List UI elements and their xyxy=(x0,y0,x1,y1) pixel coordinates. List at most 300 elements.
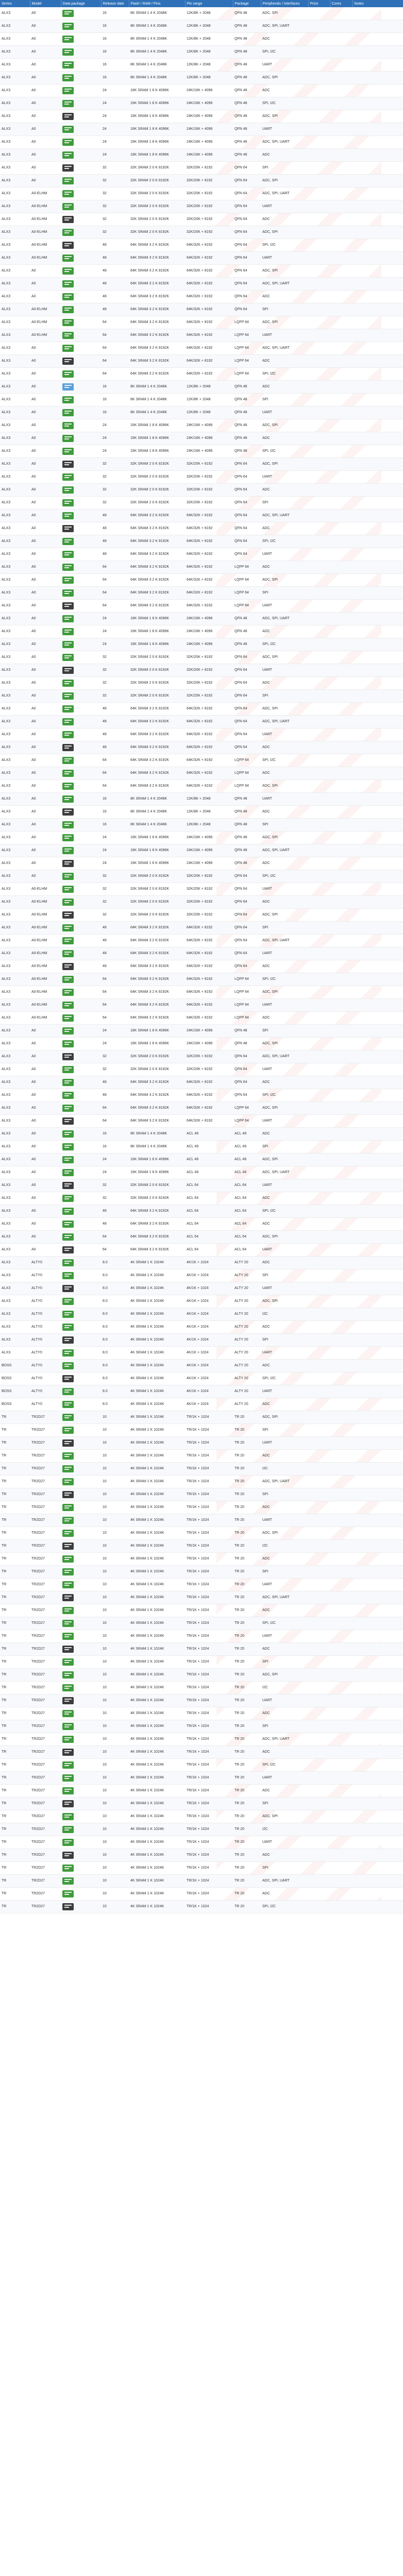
datasheet-icon[interactable] xyxy=(62,1117,74,1125)
datasheet-icon[interactable] xyxy=(62,1143,74,1150)
datasheet-icon[interactable] xyxy=(62,383,74,391)
datasheet-icon[interactable] xyxy=(62,808,74,816)
datasheet-icon[interactable] xyxy=(62,345,74,352)
table-row[interactable] xyxy=(0,1347,403,1360)
table-row[interactable] xyxy=(0,1785,403,1798)
datasheet-icon[interactable] xyxy=(62,1027,74,1035)
table-row[interactable] xyxy=(0,1810,403,1823)
table-row[interactable] xyxy=(0,1295,403,1308)
table-row[interactable] xyxy=(0,316,403,329)
table-row[interactable] xyxy=(0,1849,403,1862)
table-row[interactable] xyxy=(0,1102,403,1115)
table-row[interactable] xyxy=(0,1836,403,1849)
datasheet-icon[interactable] xyxy=(62,1710,74,1717)
datasheet-icon[interactable] xyxy=(62,1839,74,1846)
datasheet-icon[interactable] xyxy=(62,332,74,339)
table-row[interactable] xyxy=(0,162,403,175)
datasheet-icon[interactable] xyxy=(62,667,74,674)
column-header[interactable]: Series xyxy=(0,0,30,7)
datasheet-icon[interactable] xyxy=(62,435,74,442)
table-row[interactable] xyxy=(0,33,403,46)
datasheet-icon[interactable] xyxy=(62,1439,74,1447)
table-row[interactable] xyxy=(0,947,403,960)
table-row[interactable] xyxy=(0,844,403,857)
table-row[interactable] xyxy=(0,600,403,613)
table-row[interactable] xyxy=(0,1553,403,1566)
datasheet-icon[interactable] xyxy=(62,1684,74,1691)
table-row[interactable] xyxy=(0,960,403,973)
table-row[interactable] xyxy=(0,1179,403,1192)
table-row[interactable] xyxy=(0,1141,403,1154)
datasheet-icon[interactable] xyxy=(62,680,74,687)
table-row[interactable] xyxy=(0,1669,403,1682)
table-row[interactable] xyxy=(0,510,403,522)
datasheet-icon[interactable] xyxy=(62,216,74,223)
datasheet-icon[interactable] xyxy=(62,525,74,532)
datasheet-icon[interactable] xyxy=(62,1530,74,1537)
table-row[interactable] xyxy=(0,986,403,999)
table-row[interactable] xyxy=(0,522,403,535)
datasheet-icon[interactable] xyxy=(62,1233,74,1241)
table-row[interactable] xyxy=(0,1501,403,1514)
table-row[interactable] xyxy=(0,1308,403,1321)
datasheet-icon[interactable] xyxy=(62,950,74,957)
datasheet-icon[interactable] xyxy=(62,963,74,970)
table-row[interactable] xyxy=(0,1694,403,1707)
table-row[interactable] xyxy=(0,819,403,832)
table-row[interactable] xyxy=(0,1720,403,1733)
datasheet-icon[interactable] xyxy=(62,1208,74,1215)
table-row[interactable] xyxy=(0,883,403,896)
column-header[interactable]: Data package xyxy=(61,0,101,7)
datasheet-icon[interactable] xyxy=(62,1620,74,1627)
datasheet-icon[interactable] xyxy=(62,731,74,738)
table-row[interactable] xyxy=(0,1282,403,1295)
datasheet-icon[interactable] xyxy=(62,641,74,648)
table-row[interactable] xyxy=(0,355,403,368)
table-row[interactable] xyxy=(0,1050,403,1063)
datasheet-icon[interactable] xyxy=(62,1581,74,1588)
table-row[interactable] xyxy=(0,832,403,844)
table-row[interactable] xyxy=(0,625,403,638)
datasheet-icon[interactable] xyxy=(62,229,74,236)
table-row[interactable] xyxy=(0,1450,403,1463)
table-row[interactable] xyxy=(0,1604,403,1617)
datasheet-icon[interactable] xyxy=(62,1826,74,1833)
datasheet-icon[interactable] xyxy=(62,937,74,944)
datasheet-icon[interactable] xyxy=(62,177,74,184)
datasheet-icon[interactable] xyxy=(62,1414,74,1421)
datasheet-icon[interactable] xyxy=(62,280,74,287)
table-row[interactable] xyxy=(0,1424,403,1437)
table-row[interactable] xyxy=(0,484,403,497)
table-row[interactable] xyxy=(0,1025,403,1038)
table-row[interactable] xyxy=(0,59,403,72)
table-row[interactable] xyxy=(0,1514,403,1527)
datasheet-icon[interactable] xyxy=(62,1130,74,1138)
column-header[interactable]: Package xyxy=(233,0,261,7)
table-row[interactable] xyxy=(0,123,403,136)
table-row[interactable] xyxy=(0,728,403,741)
table-row[interactable] xyxy=(0,1076,403,1089)
datasheet-icon[interactable] xyxy=(62,10,74,17)
datasheet-icon[interactable] xyxy=(62,834,74,841)
datasheet-icon[interactable] xyxy=(62,1607,74,1614)
table-row[interactable] xyxy=(0,342,403,355)
table-row[interactable] xyxy=(0,922,403,935)
table-row[interactable] xyxy=(0,1244,403,1257)
datasheet-icon[interactable] xyxy=(62,1092,74,1099)
datasheet-icon[interactable] xyxy=(62,602,74,609)
table-row[interactable] xyxy=(0,432,403,445)
table-row[interactable] xyxy=(0,548,403,561)
table-row[interactable] xyxy=(0,1527,403,1540)
datasheet-icon[interactable] xyxy=(62,87,74,94)
table-row[interactable] xyxy=(0,265,403,278)
datasheet-icon[interactable] xyxy=(62,1349,74,1357)
datasheet-icon[interactable] xyxy=(62,1517,74,1524)
datasheet-icon[interactable] xyxy=(62,1156,74,1163)
table-row[interactable] xyxy=(0,1166,403,1179)
datasheet-icon[interactable] xyxy=(62,1452,74,1460)
datasheet-icon[interactable] xyxy=(62,1066,74,1073)
table-row[interactable] xyxy=(0,1862,403,1875)
table-row[interactable] xyxy=(0,368,403,381)
table-row[interactable] xyxy=(0,1231,403,1244)
column-header[interactable]: Release date xyxy=(101,0,129,7)
table-row[interactable] xyxy=(0,1063,403,1076)
datasheet-icon[interactable] xyxy=(62,577,74,584)
datasheet-icon[interactable] xyxy=(62,1362,74,1369)
datasheet-icon[interactable] xyxy=(62,1105,74,1112)
datasheet-icon[interactable] xyxy=(62,1182,74,1189)
datasheet-icon[interactable] xyxy=(62,1723,74,1730)
datasheet-icon[interactable] xyxy=(62,1169,74,1176)
table-row[interactable] xyxy=(0,754,403,767)
table-row[interactable] xyxy=(0,1823,403,1836)
datasheet-icon[interactable] xyxy=(62,589,74,597)
table-row[interactable] xyxy=(0,587,403,600)
table-row[interactable] xyxy=(0,1901,403,1913)
datasheet-icon[interactable] xyxy=(62,512,74,519)
datasheet-icon[interactable] xyxy=(62,358,74,365)
table-row[interactable] xyxy=(0,1038,403,1050)
datasheet-icon[interactable] xyxy=(62,692,74,700)
datasheet-icon[interactable] xyxy=(62,564,74,571)
datasheet-icon[interactable] xyxy=(62,1774,74,1782)
datasheet-icon[interactable] xyxy=(62,718,74,725)
datasheet-icon[interactable] xyxy=(62,48,74,56)
table-row[interactable] xyxy=(0,1476,403,1488)
table-row[interactable] xyxy=(0,1372,403,1385)
datasheet-icon[interactable] xyxy=(62,911,74,919)
datasheet-icon[interactable] xyxy=(62,1311,74,1318)
datasheet-icon[interactable] xyxy=(62,628,74,635)
datasheet-icon[interactable] xyxy=(62,899,74,906)
datasheet-icon[interactable] xyxy=(62,319,74,326)
table-row[interactable] xyxy=(0,1115,403,1128)
column-header[interactable]: Price xyxy=(308,0,330,7)
table-row[interactable] xyxy=(0,1360,403,1372)
datasheet-icon[interactable] xyxy=(62,705,74,713)
table-row[interactable] xyxy=(0,1385,403,1398)
datasheet-icon[interactable] xyxy=(62,1285,74,1292)
datasheet-icon[interactable] xyxy=(62,126,74,133)
table-row[interactable] xyxy=(0,535,403,548)
datasheet-icon[interactable] xyxy=(62,409,74,416)
datasheet-icon[interactable] xyxy=(62,1787,74,1794)
datasheet-icon[interactable] xyxy=(62,61,74,69)
table-row[interactable] xyxy=(0,291,403,303)
table-row[interactable] xyxy=(0,188,403,200)
datasheet-icon[interactable] xyxy=(62,1388,74,1395)
column-header[interactable]: Notes xyxy=(352,0,403,7)
table-row[interactable] xyxy=(0,419,403,432)
datasheet-icon[interactable] xyxy=(62,1658,74,1666)
table-row[interactable] xyxy=(0,1089,403,1102)
datasheet-icon[interactable] xyxy=(62,770,74,777)
column-header[interactable]: Model xyxy=(30,0,61,7)
datasheet-icon[interactable] xyxy=(62,1594,74,1601)
datasheet-icon[interactable] xyxy=(62,461,74,468)
table-row[interactable] xyxy=(0,1463,403,1476)
datasheet-icon[interactable] xyxy=(62,860,74,867)
datasheet-icon[interactable] xyxy=(62,1865,74,1872)
datasheet-icon[interactable] xyxy=(62,989,74,996)
table-row[interactable] xyxy=(0,252,403,265)
table-row[interactable] xyxy=(0,1398,403,1411)
table-row[interactable] xyxy=(0,651,403,664)
table-row[interactable] xyxy=(0,278,403,291)
datasheet-icon[interactable] xyxy=(62,1555,74,1563)
table-row[interactable] xyxy=(0,1012,403,1025)
table-row[interactable] xyxy=(0,458,403,471)
table-row[interactable] xyxy=(0,110,403,123)
table-row[interactable] xyxy=(0,1269,403,1282)
datasheet-icon[interactable] xyxy=(62,1749,74,1756)
table-row[interactable] xyxy=(0,613,403,625)
datasheet-icon[interactable] xyxy=(62,370,74,378)
table-row[interactable] xyxy=(0,1591,403,1604)
table-row[interactable] xyxy=(0,1746,403,1759)
table-row[interactable] xyxy=(0,303,403,316)
datasheet-icon[interactable] xyxy=(62,1852,74,1859)
datasheet-icon[interactable] xyxy=(62,1465,74,1472)
table-row[interactable] xyxy=(0,1154,403,1166)
datasheet-icon[interactable] xyxy=(62,1259,74,1266)
datasheet-icon[interactable] xyxy=(62,1491,74,1498)
datasheet-icon[interactable] xyxy=(62,1903,74,1910)
datasheet-icon[interactable] xyxy=(62,255,74,262)
datasheet-icon[interactable] xyxy=(62,1543,74,1550)
table-row[interactable] xyxy=(0,806,403,819)
table-row[interactable] xyxy=(0,46,403,59)
datasheet-icon[interactable] xyxy=(62,1427,74,1434)
table-row[interactable] xyxy=(0,497,403,510)
table-row[interactable] xyxy=(0,780,403,793)
table-row[interactable] xyxy=(0,97,403,110)
table-row[interactable] xyxy=(0,1733,403,1746)
table-row[interactable] xyxy=(0,1643,403,1656)
column-header[interactable]: Flash / RAM / Pins xyxy=(129,0,185,7)
table-row[interactable] xyxy=(0,1321,403,1334)
table-row[interactable] xyxy=(0,329,403,342)
table-row[interactable] xyxy=(0,1682,403,1694)
column-header[interactable]: Pin range xyxy=(185,0,233,7)
datasheet-icon[interactable] xyxy=(62,74,74,81)
datasheet-icon[interactable] xyxy=(62,242,74,249)
table-row[interactable] xyxy=(0,20,403,33)
table-row[interactable] xyxy=(0,973,403,986)
datasheet-icon[interactable] xyxy=(62,499,74,506)
table-row[interactable] xyxy=(0,1257,403,1269)
datasheet-icon[interactable] xyxy=(62,1646,74,1653)
datasheet-icon[interactable] xyxy=(62,1324,74,1331)
datasheet-icon[interactable] xyxy=(62,1697,74,1704)
datasheet-icon[interactable] xyxy=(62,139,74,146)
datasheet-icon[interactable] xyxy=(62,538,74,545)
datasheet-icon[interactable] xyxy=(62,1375,74,1382)
table-row[interactable] xyxy=(0,1540,403,1553)
table-row[interactable] xyxy=(0,471,403,484)
table-row[interactable] xyxy=(0,381,403,394)
table-row[interactable] xyxy=(0,1579,403,1591)
table-row[interactable] xyxy=(0,1798,403,1810)
datasheet-icon[interactable] xyxy=(62,1813,74,1820)
table-row[interactable] xyxy=(0,767,403,780)
datasheet-icon[interactable] xyxy=(62,1195,74,1202)
table-row[interactable] xyxy=(0,1192,403,1205)
column-header[interactable]: Cores xyxy=(330,0,352,7)
table-row[interactable] xyxy=(0,445,403,458)
datasheet-icon[interactable] xyxy=(62,1478,74,1485)
table-row[interactable] xyxy=(0,1488,403,1501)
table-row[interactable] xyxy=(0,1875,403,1888)
datasheet-icon[interactable] xyxy=(62,615,74,622)
datasheet-icon[interactable] xyxy=(62,1336,74,1344)
datasheet-icon[interactable] xyxy=(62,36,74,43)
datasheet-icon[interactable] xyxy=(62,164,74,172)
table-row[interactable] xyxy=(0,1707,403,1720)
datasheet-icon[interactable] xyxy=(62,1002,74,1009)
table-row[interactable] xyxy=(0,1437,403,1450)
table-row[interactable] xyxy=(0,716,403,728)
table-row[interactable] xyxy=(0,999,403,1012)
table-row[interactable] xyxy=(0,1630,403,1643)
table-row[interactable] xyxy=(0,677,403,690)
datasheet-icon[interactable] xyxy=(62,551,74,558)
table-row[interactable] xyxy=(0,703,403,716)
datasheet-icon[interactable] xyxy=(62,795,74,803)
datasheet-icon[interactable] xyxy=(62,422,74,429)
table-row[interactable] xyxy=(0,574,403,587)
datasheet-icon[interactable] xyxy=(62,1401,74,1408)
table-row[interactable] xyxy=(0,406,403,419)
table-row[interactable] xyxy=(0,857,403,870)
datasheet-icon[interactable] xyxy=(62,267,74,275)
datasheet-icon[interactable] xyxy=(62,976,74,983)
table-row[interactable] xyxy=(0,1411,403,1424)
table-row[interactable] xyxy=(0,1566,403,1579)
table-row[interactable] xyxy=(0,664,403,677)
datasheet-icon[interactable] xyxy=(62,757,74,764)
datasheet-icon[interactable] xyxy=(62,1877,74,1885)
datasheet-icon[interactable] xyxy=(62,486,74,494)
datasheet-icon[interactable] xyxy=(62,924,74,931)
table-row[interactable] xyxy=(0,561,403,574)
table-row[interactable] xyxy=(0,1759,403,1772)
table-row[interactable] xyxy=(0,149,403,162)
datasheet-icon[interactable] xyxy=(62,100,74,107)
table-row[interactable] xyxy=(0,1656,403,1669)
datasheet-icon[interactable] xyxy=(62,293,74,300)
datasheet-icon[interactable] xyxy=(62,886,74,893)
table-row[interactable] xyxy=(0,935,403,947)
datasheet-icon[interactable] xyxy=(62,1221,74,1228)
datasheet-icon[interactable] xyxy=(62,473,74,481)
table-row[interactable] xyxy=(0,1617,403,1630)
datasheet-icon[interactable] xyxy=(62,744,74,751)
datasheet-icon[interactable] xyxy=(62,1246,74,1253)
table-row[interactable] xyxy=(0,909,403,922)
column-header[interactable]: Peripherals / Interfaces xyxy=(261,0,308,7)
datasheet-icon[interactable] xyxy=(62,448,74,455)
table-row[interactable] xyxy=(0,1334,403,1347)
table-row[interactable] xyxy=(0,200,403,213)
datasheet-icon[interactable] xyxy=(62,1736,74,1743)
table-row[interactable] xyxy=(0,870,403,883)
datasheet-icon[interactable] xyxy=(62,654,74,661)
datasheet-icon[interactable] xyxy=(62,873,74,880)
datasheet-icon[interactable] xyxy=(62,203,74,210)
table-row[interactable] xyxy=(0,638,403,651)
datasheet-icon[interactable] xyxy=(62,1079,74,1086)
datasheet-icon[interactable] xyxy=(62,783,74,790)
datasheet-icon[interactable] xyxy=(62,1298,74,1305)
datasheet-icon[interactable] xyxy=(62,1761,74,1769)
datasheet-icon[interactable] xyxy=(62,1633,74,1640)
datasheet-icon[interactable] xyxy=(62,1504,74,1511)
datasheet-icon[interactable] xyxy=(62,1053,74,1060)
datasheet-icon[interactable] xyxy=(62,23,74,30)
datasheet-icon[interactable] xyxy=(62,1671,74,1679)
table-row[interactable] xyxy=(0,72,403,84)
table-row[interactable] xyxy=(0,213,403,226)
datasheet-icon[interactable] xyxy=(62,1568,74,1575)
table-row[interactable] xyxy=(0,1128,403,1141)
table-row[interactable] xyxy=(0,1205,403,1218)
table-row[interactable] xyxy=(0,1218,403,1231)
table-row[interactable] xyxy=(0,394,403,406)
datasheet-icon[interactable] xyxy=(62,1272,74,1279)
table-row[interactable] xyxy=(0,793,403,806)
table-row[interactable] xyxy=(0,175,403,188)
table-row[interactable] xyxy=(0,1772,403,1785)
table-row[interactable] xyxy=(0,226,403,239)
datasheet-icon[interactable] xyxy=(62,1890,74,1897)
table-row[interactable] xyxy=(0,741,403,754)
table-row[interactable] xyxy=(0,136,403,149)
table-row[interactable] xyxy=(0,84,403,97)
datasheet-icon[interactable] xyxy=(62,847,74,854)
datasheet-icon[interactable] xyxy=(62,1040,74,1047)
datasheet-icon[interactable] xyxy=(62,1800,74,1807)
datasheet-icon[interactable] xyxy=(62,151,74,159)
datasheet-icon[interactable] xyxy=(62,113,74,120)
datasheet-icon[interactable] xyxy=(62,1014,74,1022)
table-row[interactable] xyxy=(0,896,403,909)
table-row[interactable] xyxy=(0,239,403,252)
